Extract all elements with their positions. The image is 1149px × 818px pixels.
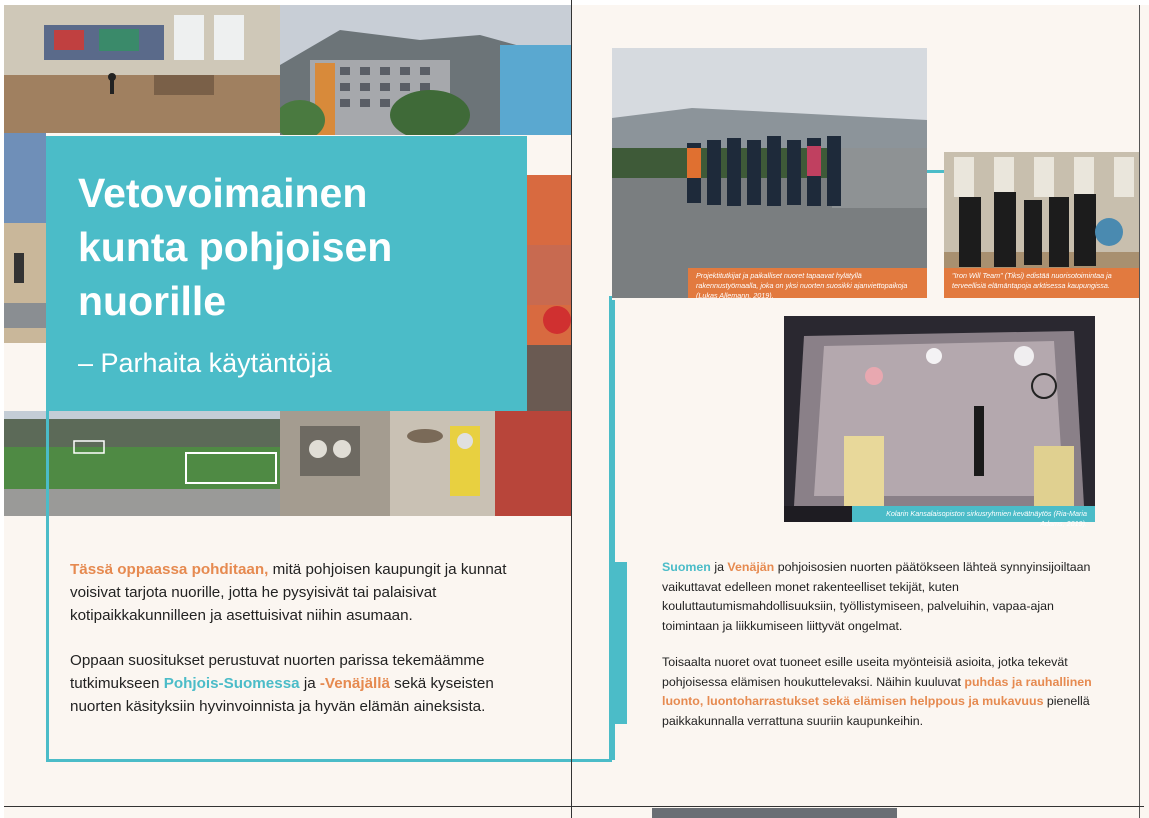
caption-circus-photo: Kolarin Kansalaisopiston sirkusryhmien kevätnäytös (Ria-Maria Adams, 2019). bbox=[852, 506, 1095, 522]
paragraph-text: Oppaan suositukset perustuvat nuorten parissa tekemäämme tutkimukseen bbox=[70, 652, 485, 692]
photo-next-page-peek bbox=[652, 808, 897, 818]
highlight-region-finland: Pohjois-Suomessa bbox=[163, 675, 300, 692]
cover-title: Vetovoimainen kunta pohjoisen nuorille bbox=[78, 170, 393, 324]
next-page-edge bbox=[1139, 5, 1149, 818]
right-paragraph-1 bbox=[662, 558, 1102, 636]
right-text-accent-bar bbox=[613, 562, 627, 724]
spread-fold-line bbox=[571, 0, 572, 818]
caption-group-photo: Projektitutkijat ja paikalliset nuoret tapaavat hylätyllä rakennustyömaalla, joka on yksi nuorten suosikki ajanviettopaikoja (Lukas Allemann, 2019). bbox=[688, 268, 927, 298]
highlight-country-finland: Suomen bbox=[662, 560, 711, 574]
photo-circus-show bbox=[784, 316, 1095, 522]
photo-group-rooftop bbox=[612, 48, 927, 298]
paragraph-text: ja bbox=[299, 675, 320, 692]
left-paragraph-2 bbox=[70, 649, 530, 718]
paragraph-text: Toisaalta nuoret ovat tuoneet esille useita myönteisiä asioita, jotka tekevät pohjoisessa elämisen houkuttelevaksi. Näihin kuuluvat bbox=[662, 655, 1068, 689]
left-body-text bbox=[70, 558, 530, 740]
paragraph-text: sekä kyseisten nuorten käsityksiin hyvinvoinnista ja hyvän elämän aineksista. bbox=[70, 675, 494, 715]
right-body-text bbox=[662, 558, 1102, 748]
photo-beach-people bbox=[4, 133, 46, 343]
caption-team-photo: "Iron Will Team" (Tiksi) edistää nuorisotoimintaa ja terveellisiä elämäntapoja arktisessa kaupungissa. bbox=[944, 268, 1139, 298]
page-bottom-line bbox=[4, 806, 1144, 807]
paragraph-text: mitä pohjoisen kaupungit ja kunnat voisivat tarjota nuorille, jotta he pysyisivät tai palaisivat kotipaikkakunnilleen ja asettuisivat niihin asumaan. bbox=[70, 561, 507, 624]
right-paragraph-2 bbox=[662, 653, 1102, 731]
cover-subtitle: – Parhaita käytäntöjä bbox=[78, 348, 332, 378]
title-box bbox=[46, 136, 527, 411]
highlight-country-russia: Venäjän bbox=[727, 560, 775, 574]
photo-graffiti-hall bbox=[4, 5, 280, 133]
highlight-positives: puhdas ja rauhallinen luonto, luontoharrastukset sekä elämisen helppous ja mukavuus bbox=[662, 674, 1092, 708]
highlight-intro: Tässä oppaassa pohditaan, bbox=[70, 561, 269, 578]
photo-city-mural bbox=[280, 5, 571, 135]
right-accent-connector bbox=[925, 170, 945, 173]
paragraph-text: pienellä paikkakunnalla verrattuna suuriin kaupunkeihin. bbox=[662, 694, 1090, 728]
left-paragraph-1 bbox=[70, 558, 530, 627]
paragraph-text: ja bbox=[710, 560, 728, 574]
paragraph-text: pohjoisosien nuorten päätökseen lähteä synnyinsijoiltaan vaikuttavat edelleen monet rakenteelliset tekijät, kuten kouluttautumismahdollisuuksiin, työllistymiseen, palveluihin, vapaa-ajan toimintaan ja liikkumiseen liittyvät ongelmat. bbox=[662, 560, 1091, 633]
highlight-region-russia: -Venäjällä bbox=[319, 675, 390, 692]
